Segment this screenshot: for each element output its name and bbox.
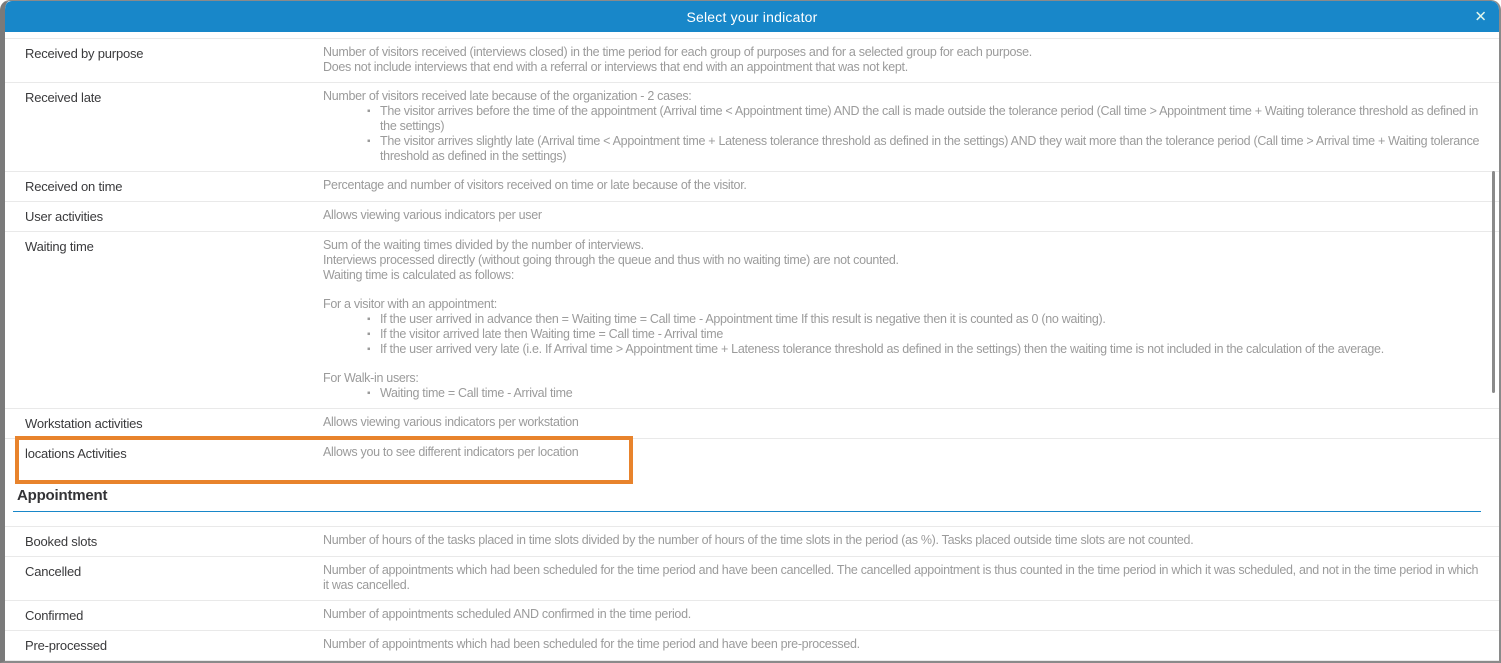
modal-title: Select your indicator (686, 8, 818, 25)
indicator-name: Received late (25, 90, 102, 105)
description-bullet-list (323, 386, 1483, 401)
indicator-rows-group (5, 526, 1499, 661)
indicator-row[interactable] (5, 232, 1499, 409)
description-line: Number of hours of the tasks placed in time slots divided by the number of hours of the time slots in the period (as %). Tasks placed outside time slots are not counted. (323, 533, 1194, 547)
indicator-rows-group (5, 38, 1499, 469)
indicator-name: User activities (25, 209, 103, 224)
indicator-description (323, 563, 1483, 593)
indicator-name: Workstation activities (25, 416, 143, 431)
description-line: Allows viewing various indicators per user (323, 208, 542, 222)
indicator-row[interactable] (5, 38, 1499, 83)
description-line: Interviews processed directly (without going through the queue and thus with no waiting time) are not counted. (323, 253, 899, 267)
description-bullet-list (323, 312, 1483, 357)
description-line: For a visitor with an appointment: (323, 297, 497, 311)
description-line: For Walk-in users: (323, 371, 419, 385)
indicator-name: Pre-processed (25, 638, 107, 653)
indicator-row[interactable] (5, 439, 1499, 469)
indicator-name: Confirmed (25, 608, 84, 623)
description-bullet: ▪ The visitor arrives before the time of the appointment (Arrival time < Appointment time) AND the call is made outside the tolerance period (Call time > Appointment time + Waiting tolerance threshold as defined in the settings) (380, 104, 1483, 134)
indicator-description (323, 607, 1483, 623)
section-header-appointment: Appointment (13, 479, 1481, 512)
description-line: Percentage and number of visitors received on time or late because of the visitor. (323, 178, 747, 192)
indicator-list (5, 32, 1499, 661)
description-gap (323, 283, 1483, 297)
indicator-description (323, 238, 1483, 401)
description-line: Number of visitors received (interviews closed) in the time period for each group of purposes and for a selected group for each purpose. (323, 45, 1032, 59)
indicator-description (323, 89, 1483, 164)
indicator-name: Cancelled (25, 564, 82, 579)
indicator-row[interactable] (5, 601, 1499, 631)
close-icon[interactable]: ✕ (1474, 8, 1487, 25)
indicator-description (323, 178, 1483, 194)
description-line: Allows you to see different indicators per location (323, 445, 579, 459)
description-bullet: ▪ If the user arrived very late (i.e. If Arrival time > Appointment time + Lateness tolerance threshold as defined in the settings) then the waiting time is not included in the calculation of the average. (380, 342, 1483, 357)
description-line: Number of appointments which had been scheduled for the time period and have been cancelled. The cancelled appointment is thus counted in the time period in which it was scheduled, and not in the time period in which it was cancelled. (323, 563, 1479, 592)
indicator-row[interactable] (5, 172, 1499, 202)
indicator-description (323, 45, 1483, 75)
description-line: Does not include interviews that end with a referral or interviews that end with an appointment that was not kept. (323, 60, 908, 74)
description-gap (323, 357, 1483, 371)
indicator-description (323, 637, 1483, 653)
description-bullet: ▪ If the visitor arrived late then Waiting time = Call time - Arrival time (380, 327, 1483, 342)
description-bullet: ▪ If the user arrived in advance then = Waiting time = Call time - Appointment time If this result is negative then it is counted as 0 (no waiting). (380, 312, 1483, 327)
indicator-row[interactable] (5, 83, 1499, 172)
description-line: Waiting time is calculated as follows: (323, 268, 514, 282)
indicator-description (323, 533, 1483, 549)
indicator-description (323, 445, 1483, 461)
indicator-row[interactable] (5, 631, 1499, 661)
indicator-description (323, 208, 1483, 224)
indicator-name: locations Activities (25, 446, 127, 461)
indicator-row[interactable] (5, 526, 1499, 557)
indicator-row[interactable] (5, 202, 1499, 232)
description-line: Sum of the waiting times divided by the number of interviews. (323, 238, 644, 252)
indicator-name: Booked slots (25, 534, 98, 549)
modal-header (5, 1, 1499, 32)
description-bullet: ▪ The visitor arrives slightly late (Arrival time < Appointment time + Lateness tolerance threshold as defined in the settings) AND they wait more than the tolerance period (Call time > Arrival time + Waiting tolerance threshold as defined in the settings) (380, 134, 1483, 164)
description-line: Number of appointments which had been scheduled for the time period and have been pre-processed. (323, 637, 860, 651)
indicator-row[interactable] (5, 557, 1499, 601)
indicator-description (323, 415, 1483, 431)
indicator-name: Received by purpose (25, 46, 144, 61)
scrollbar-thumb[interactable] (1492, 171, 1495, 393)
indicator-name: Received on time (25, 179, 123, 194)
indicator-row[interactable] (5, 409, 1499, 439)
scrollbar[interactable] (1492, 33, 1495, 661)
description-line: Number of appointments scheduled AND confirmed in the time period. (323, 607, 691, 621)
description-bullet: ▪ Waiting time = Call time - Arrival time (380, 386, 1483, 401)
indicator-name: Waiting time (25, 239, 94, 254)
description-line: Number of visitors received late because of the organization - 2 cases: (323, 89, 692, 103)
description-bullet-list (323, 104, 1483, 164)
description-line: Allows viewing various indicators per workstation (323, 415, 579, 429)
